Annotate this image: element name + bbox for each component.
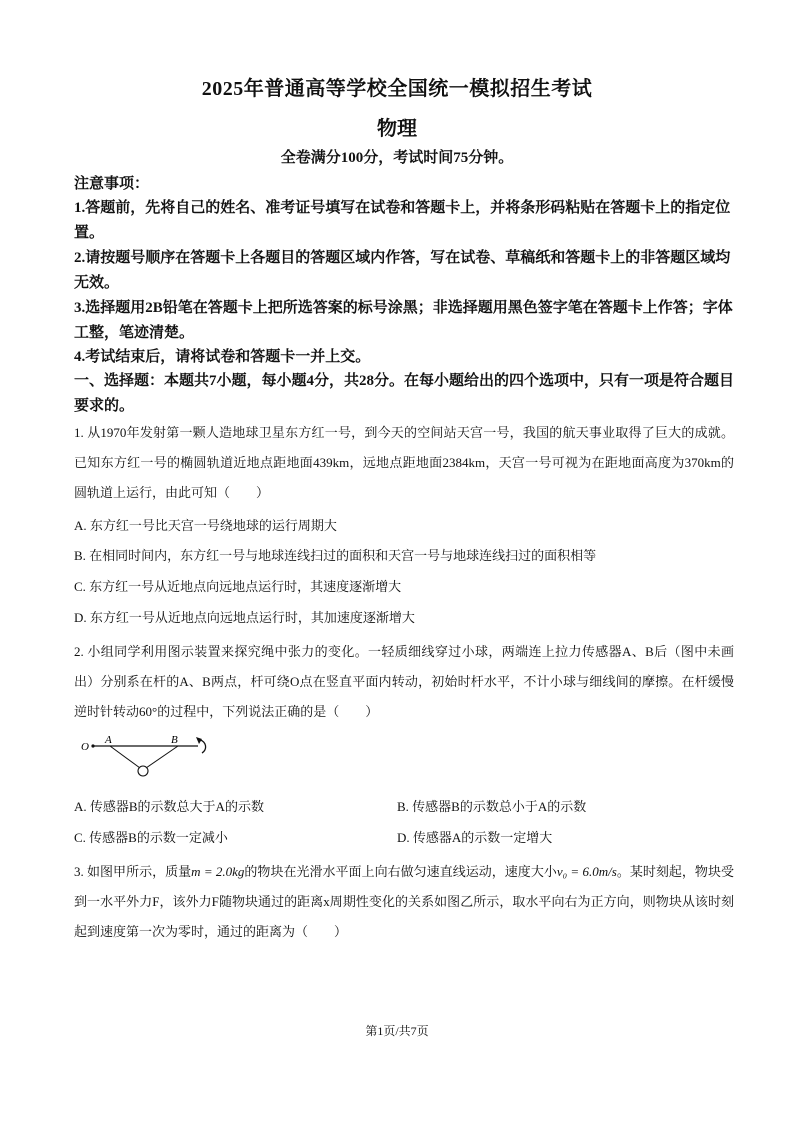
label-b: B	[171, 734, 178, 746]
pivot-point	[91, 744, 94, 747]
q3-mass: m = 2.0kg	[191, 864, 245, 879]
q2-option-b: B. 传感器B的示数总小于A的示数	[397, 799, 587, 814]
notice-heading: 注意事项：	[74, 176, 150, 192]
q3-speed: v₀ = 6.0m/s	[556, 864, 617, 879]
q2-option-c: C. 传感器B的示数一定减小	[74, 830, 228, 845]
label-o: O	[81, 741, 89, 753]
thread-right	[146, 746, 178, 768]
exam-info: 全卷满分100分，考试时间75分钟。	[280, 150, 514, 166]
question-1-stem: 1. 从1970年发射第一颗人造地球卫星东方红一号，到今天的空间站天宫一号，我国的航天事业取得了巨大的成就。已知东方红一号的椭圆轨道近地点距地面439km，远地点距地面2384km，天宫一号可视为在距地面高度为370km的圆轨道上运行，由此可知（ ）	[74, 425, 734, 500]
q1-option-b: B. 在相同时间内，东方红一号与地球连线扫过的面积和天宫一号与地球连线扫过的面积相等	[74, 548, 597, 563]
notice-item-2: 2.请按题号顺序在答题卡上各题目的答题区域内作答，写在试卷、草稿纸和答题卡上的非答题区域均无效。	[74, 250, 731, 291]
rotation-arrow-icon	[200, 740, 206, 753]
q1-option-a: A. 东方红一号比天宫一号绕地球的运行周期大	[74, 518, 337, 533]
q3-text-2: 的物块在光滑水平面上向右做匀速直线运动，速度大小	[244, 864, 557, 879]
ball	[138, 766, 148, 776]
subject-title: 物理	[377, 118, 417, 140]
q3-text-3: 。某时刻起，物块受到一水平外力F，该外力F随物块通过的距离x周期性变化的关系如图乙所示，取水平向右为正方向，则物块从该时刻起到速度第一次为零时，通过的距离为（ ）	[74, 864, 734, 939]
q1-option-c: C. 东方红一号从近地点向远地点运行时，其速度逐渐增大	[74, 579, 402, 594]
notice-item-3: 3.选择题用2B铅笔在答题卡上把所选答案的标号涂黑；非选择题用黑色签字笔在答题卡上作答；字体工整，笔迹清楚。	[74, 300, 733, 341]
section-heading: 一、选择题：本题共7小题，每小题4分，共28分。在每小题给出的四个选项中，只有一项是符合题目要求的。	[74, 373, 735, 414]
q2-option-d: D. 传感器A的示数一定增大	[397, 830, 553, 845]
page-footer: 第1页/共7页	[365, 1024, 429, 1038]
notice-item-1: 1.答题前，先将自己的姓名、准考证号填写在试卷和答题卡上，并将条形码粘贴在答题卡上的指定位置。	[74, 200, 731, 241]
q2-option-a: A. 传感器B的示数总大于A的示数	[74, 799, 264, 814]
notice-item-4: 4.考试结束后，请将试卷和答题卡一并上交。	[74, 349, 371, 365]
question-3-stem	[74, 857, 734, 947]
exam-title: 2025年普通高等学校全国统一模拟招生考试	[201, 78, 593, 100]
q1-option-d: D. 东方红一号从近地点向远地点运行时，其加速度逐渐增大	[74, 610, 415, 625]
thread-left	[110, 746, 140, 768]
rod-ball-figure	[78, 734, 218, 780]
question-2-stem: 2. 小组同学利用图示装置来探究绳中张力的变化。一轻质细线穿过小球，两端连上拉力传感器A、B后（图中未画出）分别系在杆的A、B两点，杆可绕O点在竖直平面内转动，初始时杆水平，不计小球与细线间的摩擦。在杆缓慢逆时针转动60°的过程中，下列说法正确的是（ ）	[74, 644, 734, 719]
q3-text-1: 3. 如图甲所示，质量	[74, 864, 192, 879]
label-a: A	[105, 734, 112, 746]
